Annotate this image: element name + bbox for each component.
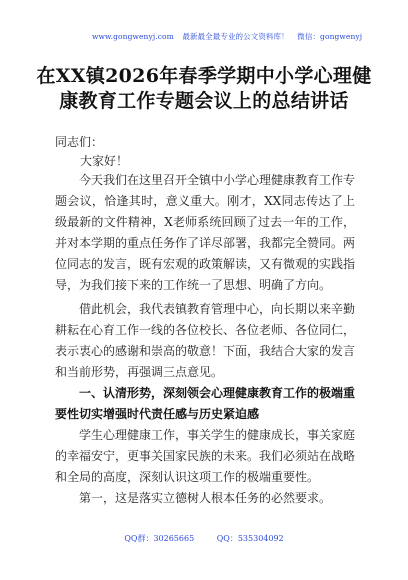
header-slogan: 最新最全最专业的公文资料库！ <box>182 32 289 41</box>
section-heading-1: 一、认清形势，深刻领会心理健康教育工作的极端重要性切实增强时代责任感与历史紧迫感 <box>55 386 356 421</box>
header-wechat: 微信：gongwenyj <box>297 32 363 41</box>
greeting-line: 大家好！ <box>80 154 129 168</box>
paragraph-4: 第一，这是落实立德树人根本任务的必然要求。 <box>79 491 332 505</box>
footer-bar <box>0 533 408 544</box>
document-title-line-2: 康教育工作专题会议上的总结讲话 <box>59 90 349 112</box>
paragraph-2: 借此机会，我代表镇教育管理中心，向长期以来辛勤耕耘在心育工作一线的各位校长、各位老师、各位同仁，表示衷心的感谢和崇高的敬意！下面，我结合大家的发言和当前形势，再强调三点意见。 <box>55 302 356 379</box>
document-title-line-1: 在XX镇2026年春季学期中小学心理健 <box>36 65 372 87</box>
footer-qq-group: QQ群：30265665 <box>124 534 195 543</box>
footer-qq: QQ：535304092 <box>216 534 284 543</box>
header-bar <box>92 31 362 42</box>
paragraph-3: 学生心理健康工作，事关学生的健康成长，事关家庭的幸福安宁，更事关国家民族的未来。我们必须站在战略和全局的高度，深刻认识这项工作的极端重要性。 <box>55 428 356 484</box>
salutation: 同志们： <box>55 135 104 149</box>
paragraph-1: 今天我们在这里召开全镇中小学心理健康教育工作专题会议，恰逢其时，意义重大。刚才，XX同志传达了上级最新的文件精神，X老师系统回顾了过去一年的工作，并对本学期的重点任务作了详尽部署，我都完全赞同。两位同志的发言，既有宏观的政策解读，又有微观的实践指导，为我们接下来的工作统一了思想、明确了方向。 <box>55 173 356 292</box>
header-site-link[interactable]: www.gongwenyj.com <box>92 32 174 41</box>
